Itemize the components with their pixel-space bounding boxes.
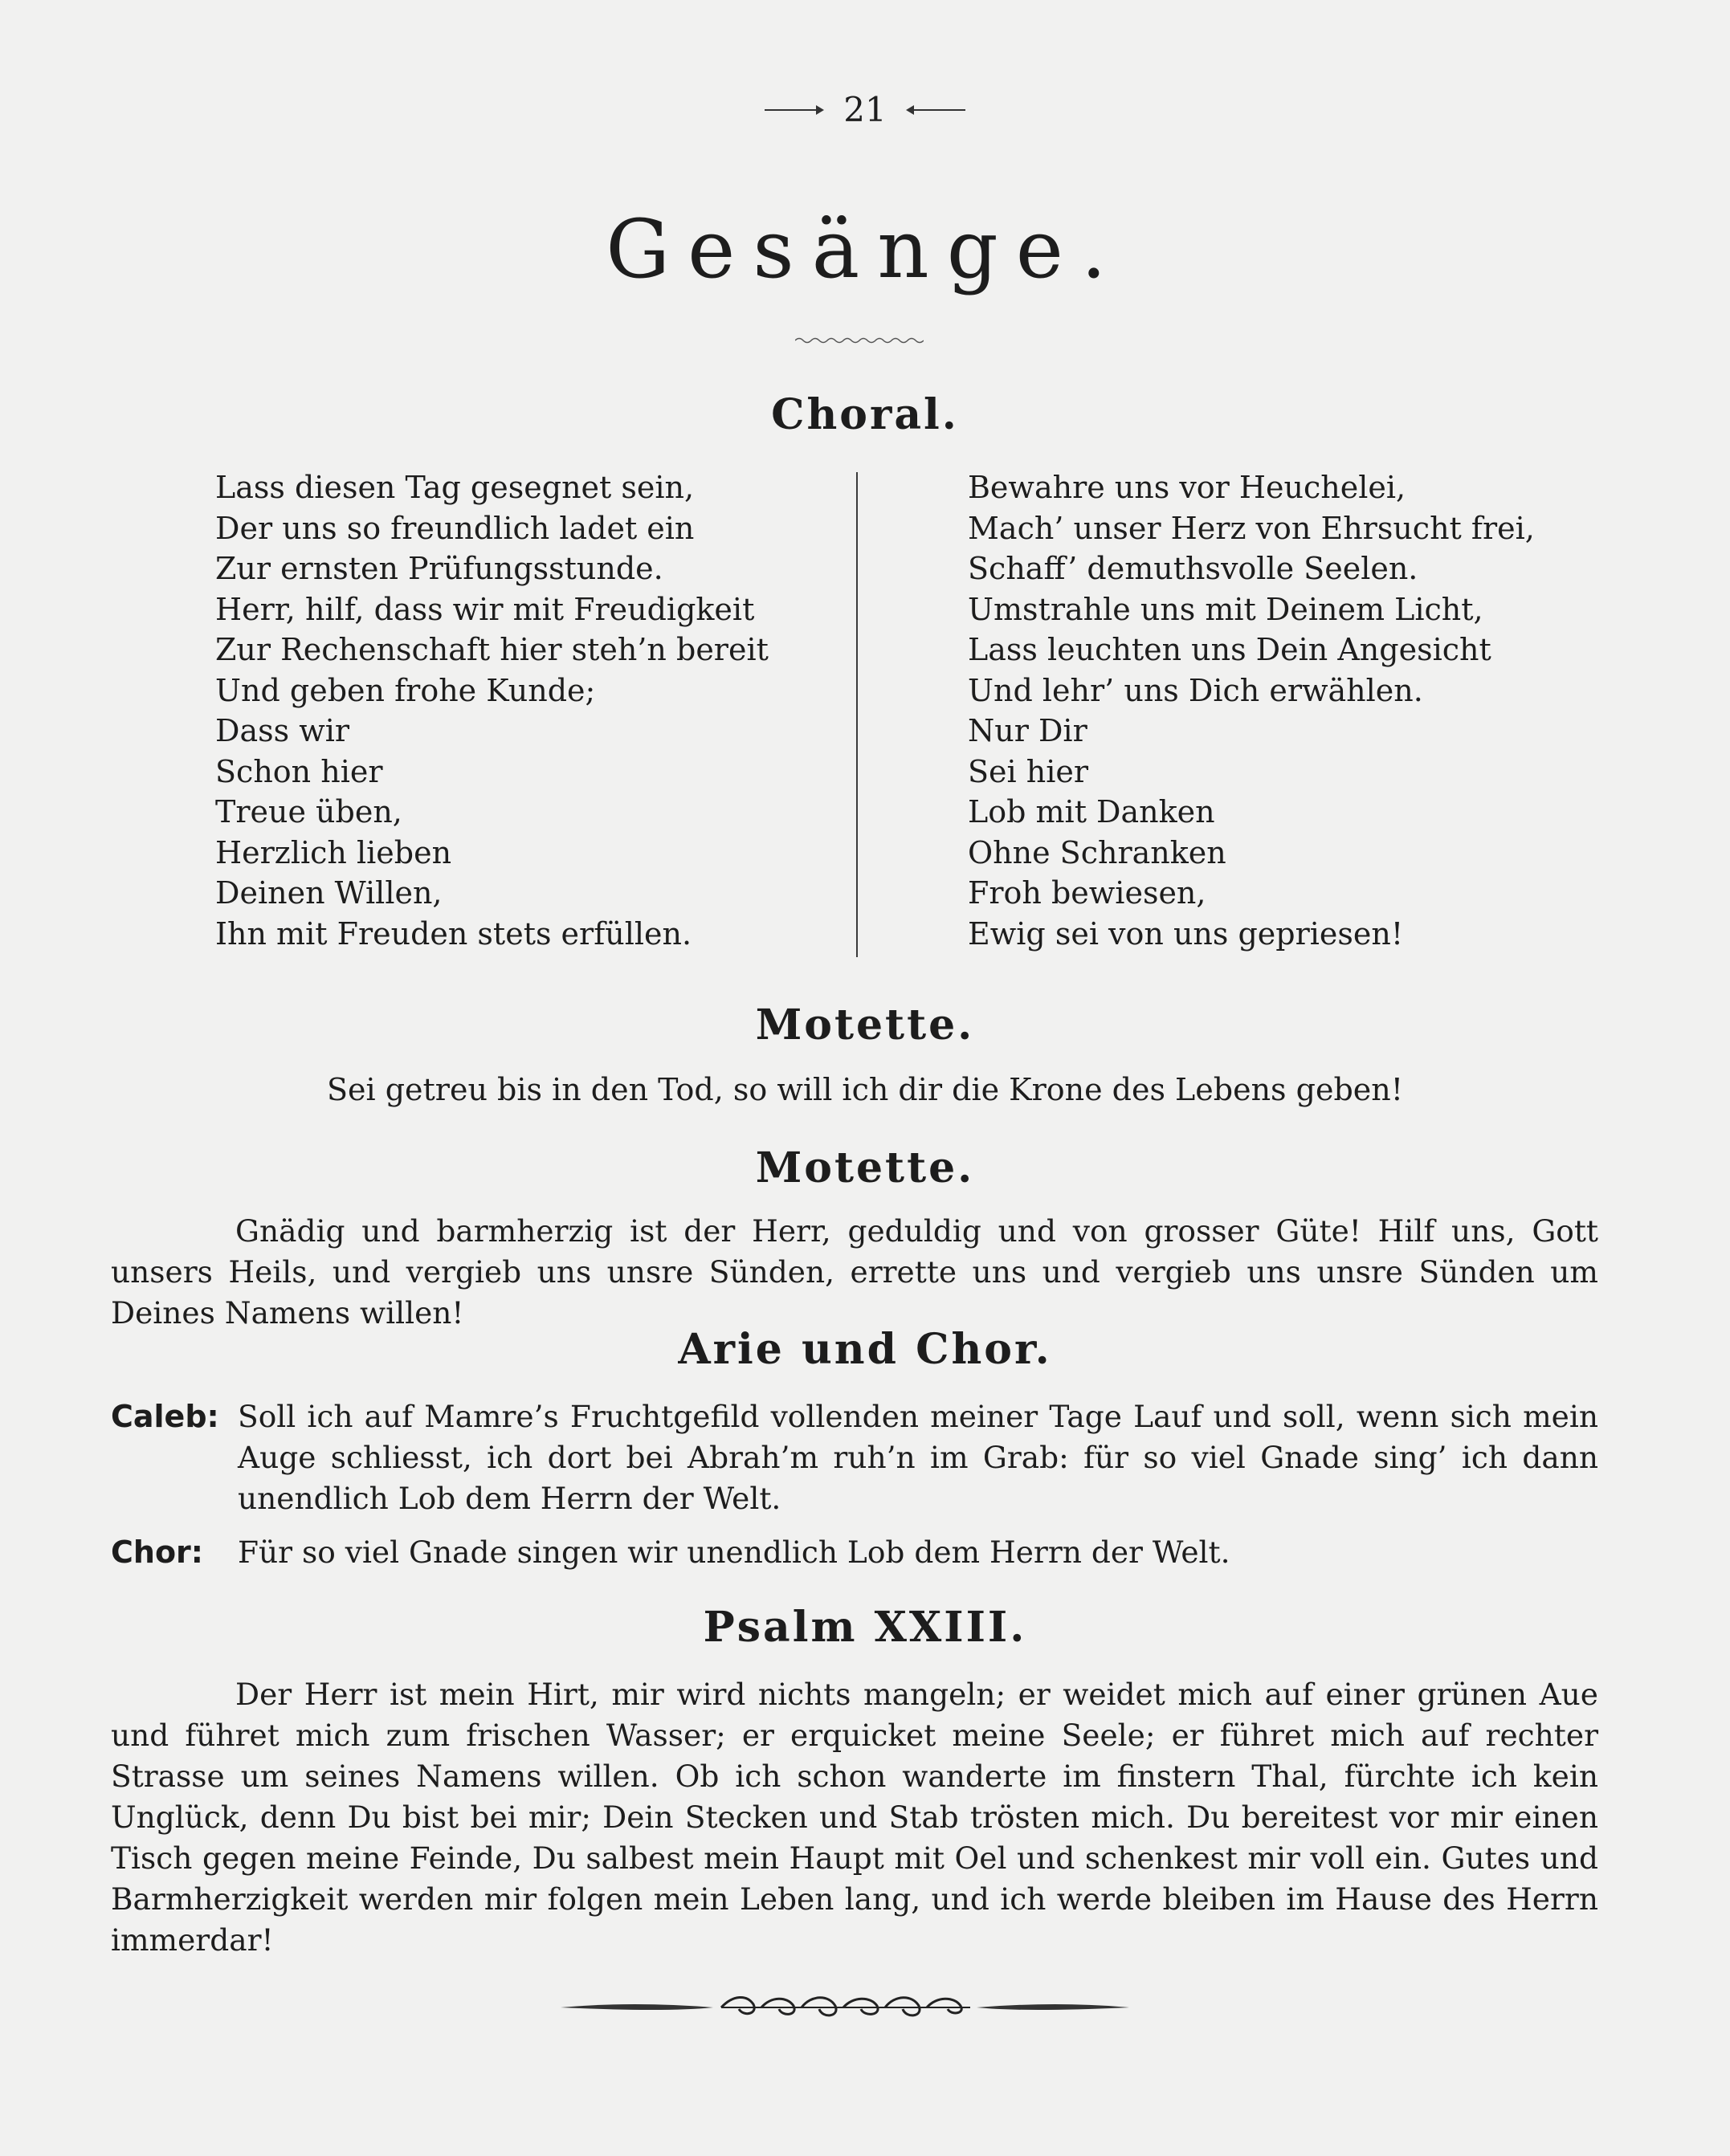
choral-right-line: Lass leuchten uns Dein Angesicht bbox=[968, 632, 1491, 667]
decorative-ornament bbox=[561, 1991, 1129, 2024]
psalm-heading: Psalm XXIII. bbox=[703, 1603, 1027, 1652]
page-title: Gesänge. bbox=[606, 202, 1124, 296]
choral-left-line: Der uns so freundlich ladet ein bbox=[215, 510, 695, 546]
choral-left-line: Und geben frohe Kunde; bbox=[215, 672, 596, 708]
page-number-value: 21 bbox=[843, 90, 887, 129]
choral-right-line: Nur Dir bbox=[968, 713, 1087, 748]
choral-right-line: Schaff’ demuthsvolle Seelen. bbox=[968, 551, 1418, 586]
choral-left-line: Herr, hilf, dass wir mit Freudigkeit bbox=[215, 591, 755, 627]
chor-verse bbox=[111, 1532, 1598, 1574]
caleb-text: Soll ich auf Mamre’s Fruchtgefild vollenden meiner Tage Lauf und soll, wenn sich mein Auge schliesst, ich dort bei Abrah’m ruh’n im Grab: für so viel Gnade sing’ ich dann unendlich Lob dem Herrn der Welt. bbox=[238, 1399, 1598, 1516]
choral-left-column bbox=[215, 467, 769, 954]
speaker-label-caleb: Caleb: bbox=[111, 1399, 219, 1434]
choral-left-line: Deinen Willen, bbox=[215, 875, 443, 911]
chor-text: Für so viel Gnade singen wir unendlich Lob dem Herrn der Welt. bbox=[238, 1534, 1230, 1570]
choral-left-line: Schon hier bbox=[215, 753, 383, 789]
choral-left-line: Ihn mit Freuden stets erfüllen. bbox=[215, 915, 692, 952]
choral-right-line: Und lehr’ uns Dich erwählen. bbox=[968, 672, 1423, 708]
psalm-paragraph: Der Herr ist mein Hirt, mir wird nichts mangeln; er weidet mich auf einer grünen Aue und führet mich zum frischen Wasser; er erquicket meine Seele; er führet mich auf rechter Strasse um seines Namens willen. Ob ich schon wanderte im finstern Thal, fürchte ich kein Unglück, denn Du bist bei mir; Dein Stecken und Stab trösten mich. Du bereitest vor mir einen Tisch gegen meine Feinde, Du salbest mein Haupt mit Oel und schenkest mir voll ein. Gutes und Barmherzigkeit werden mir folgen mein Leben lang, und ich werde bleiben im Hause des Herrn immerdar! bbox=[111, 1677, 1598, 1958]
choral-right-line: Mach’ unser Herz von Ehrsucht frei, bbox=[968, 510, 1535, 546]
page-number-dash-right bbox=[909, 109, 965, 111]
caleb-verse bbox=[111, 1396, 1598, 1522]
choral-right-line: Froh bewiesen, bbox=[968, 875, 1206, 911]
choral-left-line: Lass diesen Tag gesegnet sein, bbox=[215, 470, 695, 505]
speaker-label-chor: Chor: bbox=[111, 1534, 203, 1570]
motette-heading: Motette. bbox=[755, 1001, 975, 1049]
motette-text: Sei getreu bis in den Tod, so will ich dir die Krone des Lebens geben! bbox=[326, 1072, 1404, 1107]
choral-right-column bbox=[968, 467, 1535, 954]
choral-left-line: Herzlich lieben bbox=[215, 834, 452, 870]
choral-right-line: Ewig sei von uns gepriesen! bbox=[968, 915, 1404, 952]
page-number bbox=[0, 90, 1730, 129]
motette-heading: Motette. bbox=[755, 1143, 975, 1192]
choral-left-line: Zur ernsten Prüfungsstunde. bbox=[215, 551, 663, 586]
choral-right-line: Lob mit Danken bbox=[968, 794, 1215, 829]
motette-paragraph: Gnädig und barmherzig ist der Herr, geduldig und von grosser Güte! Hilf uns, Gott unsers Heils, und vergieb uns unsre Sünden, errette uns und vergieb uns unsre Sünden um Deines Namens willen! bbox=[111, 1213, 1598, 1331]
choral-right-line: Ohne Schranken bbox=[968, 834, 1226, 870]
choral-right-line: Bewahre uns vor Heuchelei, bbox=[968, 470, 1406, 505]
choral-column-divider bbox=[856, 472, 858, 957]
page-number-dash-left bbox=[765, 109, 821, 111]
choral-left-line: Treue üben, bbox=[215, 794, 402, 829]
choral-left-line: Zur Rechenschaft hier steh’n bereit bbox=[215, 632, 769, 667]
arie-heading: Arie und Chor. bbox=[678, 1325, 1052, 1374]
title-squiggle-divider bbox=[795, 336, 924, 345]
choral-right-line: Sei hier bbox=[968, 753, 1089, 789]
choral-heading: Choral. bbox=[771, 390, 959, 439]
choral-left-line: Dass wir bbox=[215, 713, 350, 748]
choral-right-line: Umstrahle uns mit Deinem Licht, bbox=[968, 591, 1483, 627]
